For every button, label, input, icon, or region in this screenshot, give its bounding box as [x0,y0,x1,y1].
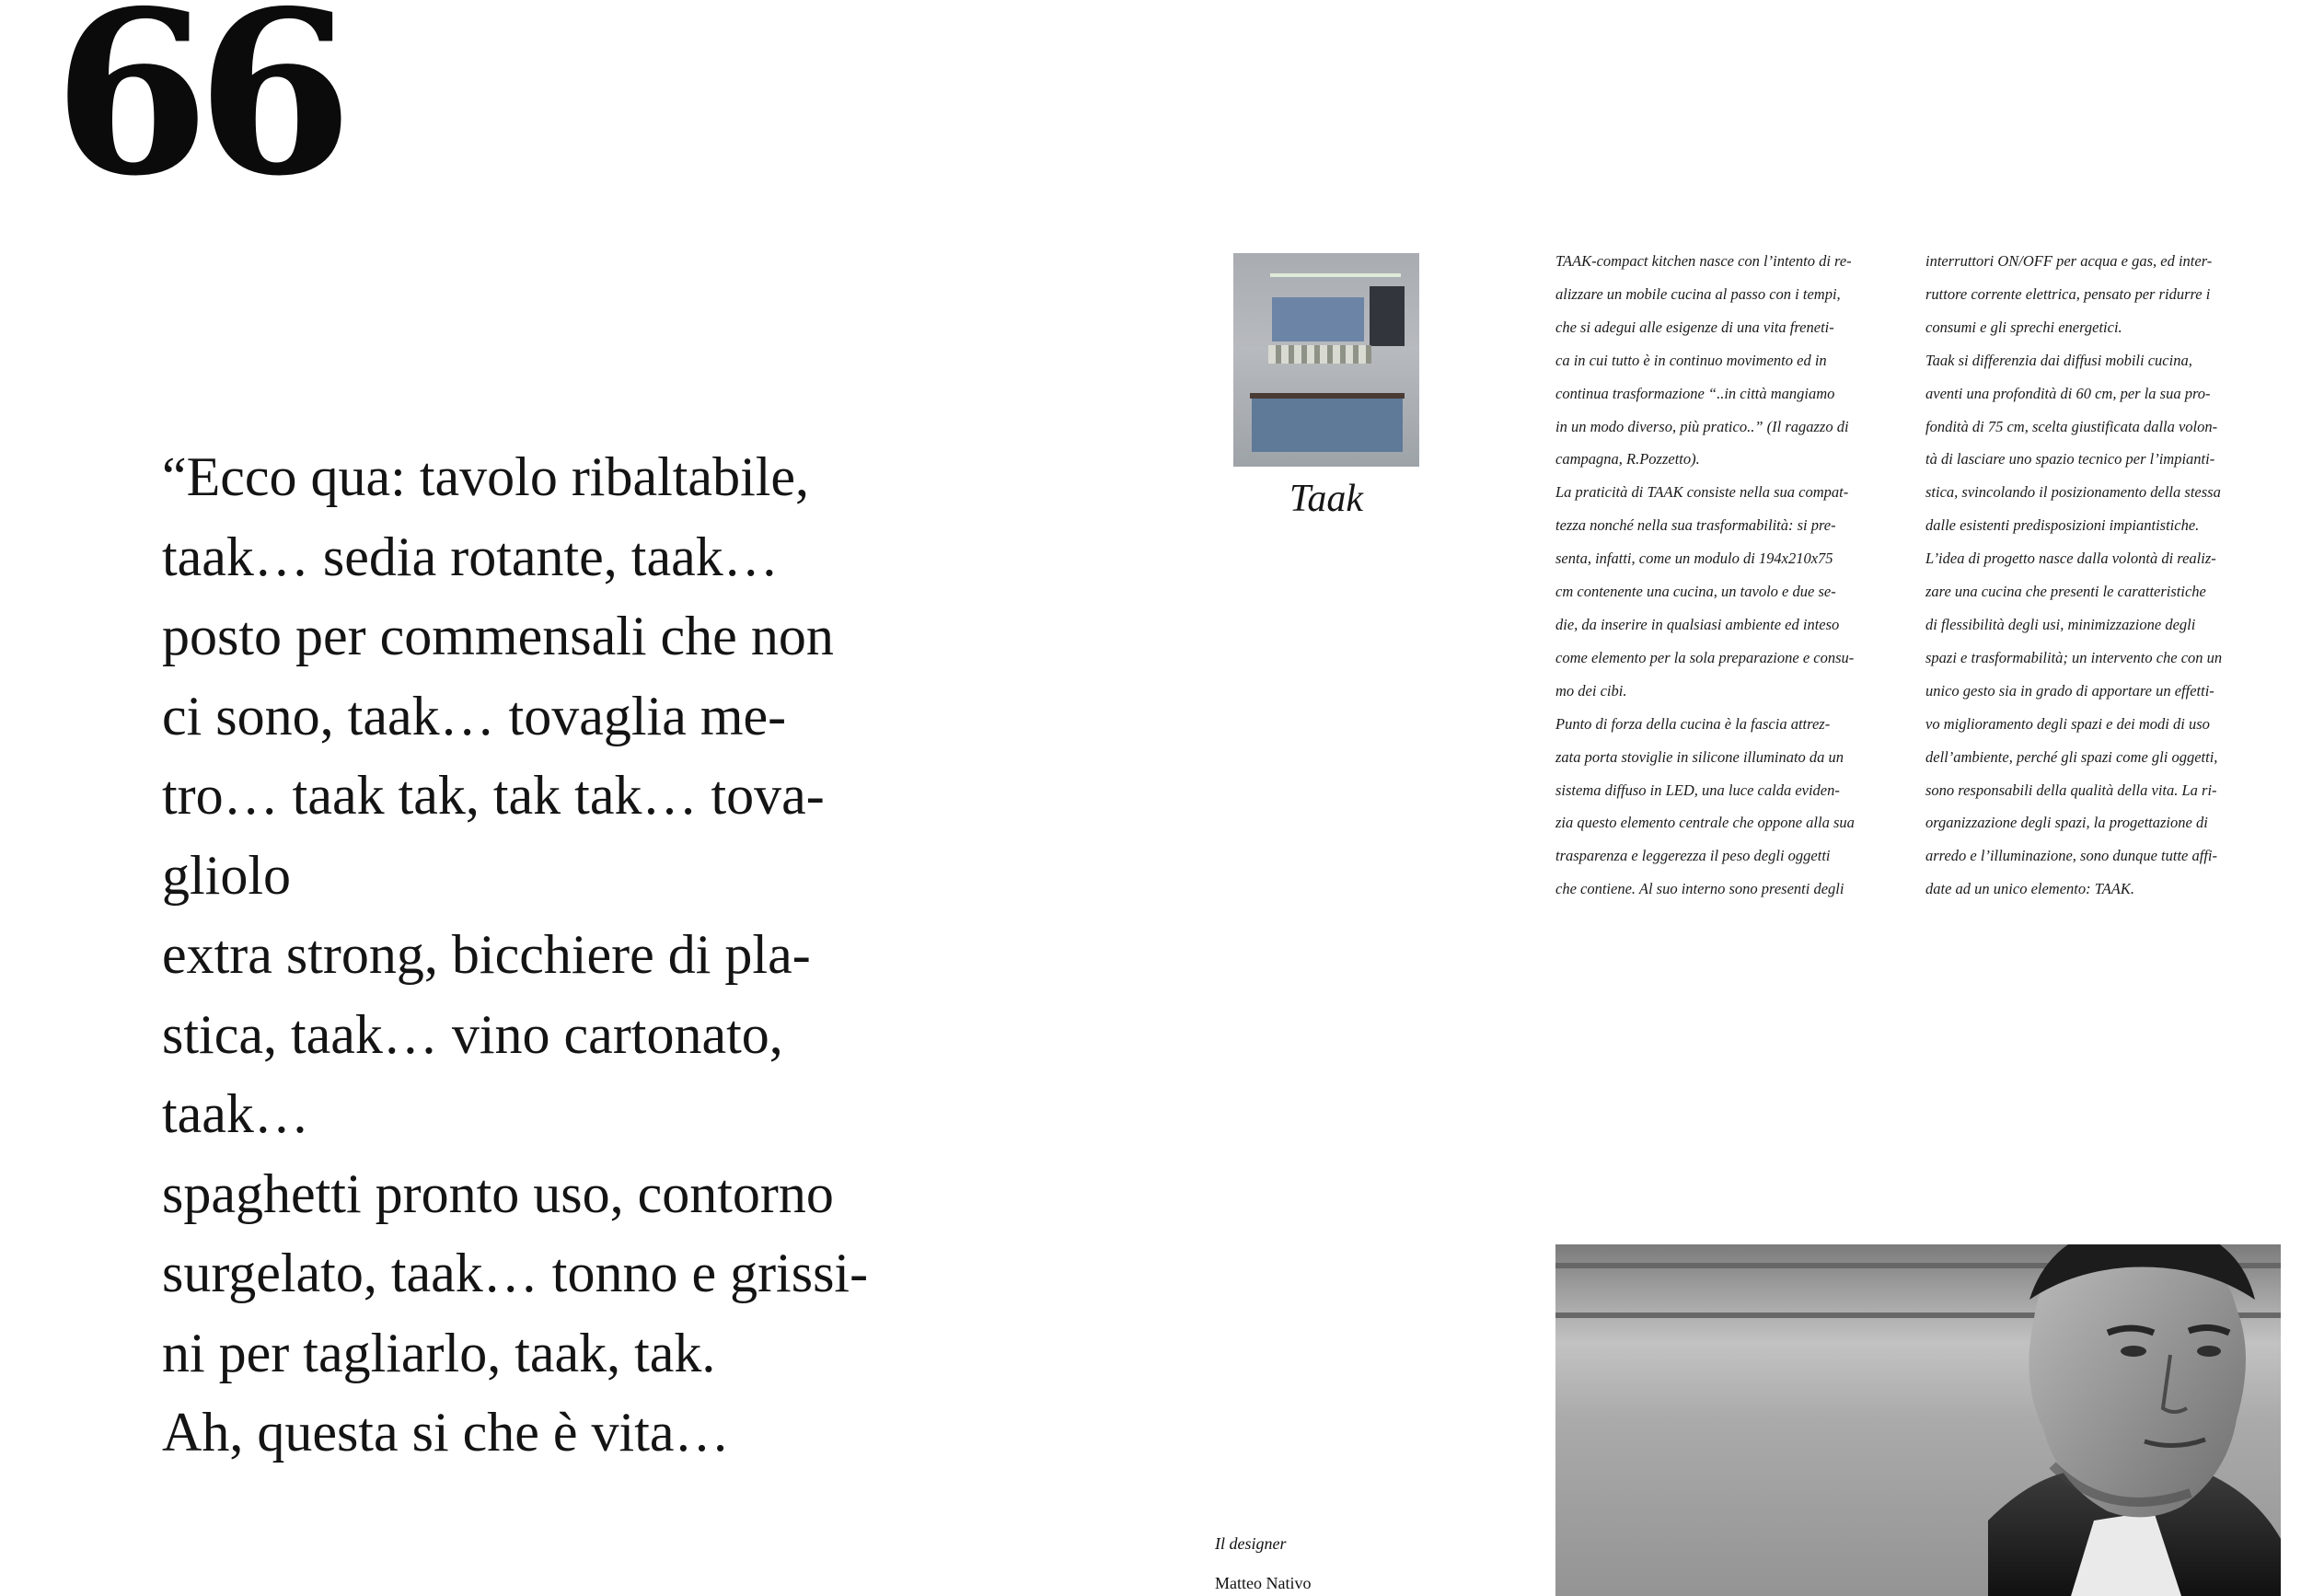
quote-line: “Ecco qua: tavolo ribaltabile, [162,446,810,507]
dish-rack-band [1268,345,1371,364]
text-line: unico gesto sia in grado di apportare un effetti- [1925,681,2214,700]
text-line: tà di lasciare uno spazio tecnico per l’impianti- [1925,450,2215,468]
product-image [1233,253,1419,467]
text-line: continua trasformazione “..in città mangiamo [1555,384,1835,402]
quote-line: ci sono, taak… tovaglia me- [162,685,787,746]
text-line: fondità di 75 cm, scelta giustificata dalla volon- [1925,417,2218,435]
quote-line: stica, taak… vino cartonato, [162,1003,783,1065]
designer-portrait [1555,1244,2281,1596]
quote-line: gliolo [162,844,292,906]
text-line: Taak si differenzia dai diffusi mobili cucina, [1925,351,2192,369]
text-line: ca in cui tutto è in continuo movimento ed in [1555,351,1827,369]
text-line: sistema diffuso in LED, una luce calda eviden- [1555,781,1840,799]
led-strip [1270,273,1401,277]
text-line: interruttori ON/OFF per acqua e gas, ed inter- [1925,252,2213,270]
quote-line: Ah, questa si che è vita… [162,1402,730,1463]
text-line: che contiene. Al suo interno sono presenti degli [1555,880,1844,898]
designer-photo [1555,1244,2281,1596]
article-column-right [1925,245,2279,906]
quote-line: surgelato, taak… tonno e grissi- [162,1243,869,1303]
text-line: trasparenza e leggerezza il peso degli oggetti [1555,847,1831,865]
text-line: aventi una profondità di 60 cm, per la sua pro- [1925,384,2211,402]
text-line: L’idea di progetto nasce dalla volontà di realiz- [1925,549,2216,568]
text-line: Punto di forza della cucina è la fascia attrez- [1555,714,1831,733]
tall-cabinet [1370,286,1405,346]
quote-line: posto per commensali che non [162,606,834,666]
text-line: in un modo diverso, più pratico..” (Il ragazzo di [1555,417,1849,435]
text-line: die, da inserire in qualsiasi ambiente ed inteso [1555,615,1840,633]
quote-line: spaghetti pronto uso, contorno [162,1162,834,1224]
upper-cabinet [1272,297,1364,341]
text-line: dalle esistenti predisposizioni impiantistiche. [1925,516,2200,535]
article-column-left [1555,245,1909,906]
text-line: zia questo elemento centrale che oppone alla sua [1555,814,1855,832]
designer-name: Matteo Nativo [1215,1574,1312,1592]
text-line: organizzazione degli spazi, la progettazione di [1925,814,2208,832]
quote-line: ni per tagliarlo, taak, tak. [162,1322,716,1383]
text-line: zare una cucina che presenti le caratteristiche [1925,583,2206,601]
text-line: zata porta stoviglie in silicone illuminato da un [1555,747,1844,766]
text-line: ruttore corrente elettrica, pensato per ridurre i [1925,284,2211,303]
text-line: come elemento per la sola preparazione e consu- [1555,648,1855,666]
text-line: stica, svincolando il posizionamento della stessa [1925,483,2221,502]
quote-line: taak… sedia rotante, taak… [162,526,779,587]
text-line: consumi e gli sprechi energetici. [1925,318,2122,336]
text-line: TAAK-compact kitchen nasce con l’intento di re- [1555,252,1852,270]
text-line: alizzare un mobile cucina al passo con i tempi, [1555,284,1841,303]
text-line: arredo e l’illuminazione, sono dunque tutte affi- [1925,847,2217,865]
text-line: cm contenente una cucina, un tavolo e due se- [1555,583,1836,601]
text-line: vo miglioramento degli spazi e dei modi di uso [1925,714,2210,733]
product-caption: Taak [1289,478,1364,520]
quote-line: extra strong, bicchiere di pla- [162,924,811,985]
text-line: campagna, R.Pozzetto). [1555,450,1700,468]
text-line: senta, infatti, come un modulo di 194x210x75 [1555,549,1833,568]
base-cabinet [1252,399,1403,452]
text-line: tezza nonché nella sua trasformabilità: si pre- [1555,516,1836,535]
page-number: 66 [53,0,341,226]
text-line: di flessibilità degli usi, minimizzazione degli [1925,615,2196,633]
quote-line: taak… [162,1083,309,1144]
text-line: sono responsabili della qualità della vita. La ri- [1925,781,2217,799]
text-line: La praticità di TAAK consiste nella sua compat- [1555,483,1849,502]
quote-line: tro… taak tak, tak tak… tova- [162,765,825,826]
text-line: date ad un unico elemento: TAAK. [1925,880,2134,898]
text-line: mo dei cibi. [1555,681,1627,700]
pull-quote [162,437,1036,1473]
text-line: spazi e trasformabilità; un intervento che con un [1925,648,2223,666]
text-line: dell’ambiente, perché gli spazi come gli oggetti, [1925,747,2218,766]
designer-label: Il designer [1215,1534,1287,1553]
text-line: che si adegui alle esigenze di una vita freneti- [1555,318,1834,336]
